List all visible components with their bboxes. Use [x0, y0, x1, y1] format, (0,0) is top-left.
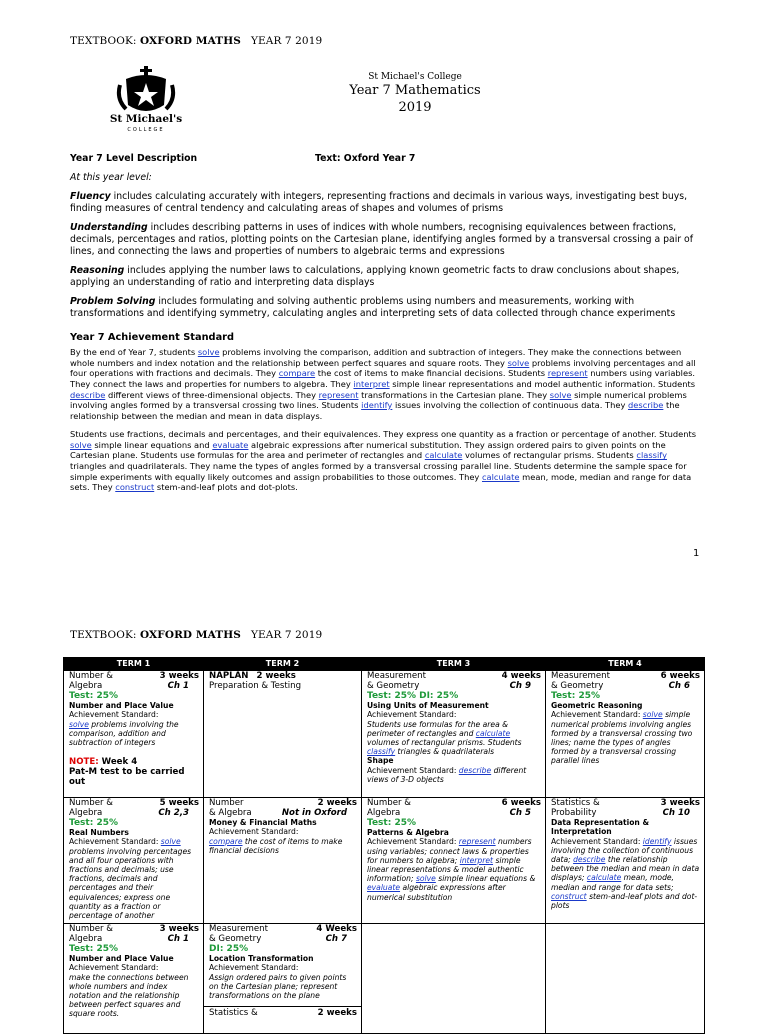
understanding-term: Understanding [70, 222, 148, 234]
term-header: TERM 2 [204, 658, 362, 671]
link-describe[interactable]: describe [628, 400, 664, 411]
header-year: YEAR 7 2019 [251, 629, 323, 641]
logo-wordmark: St Michael's [109, 113, 183, 125]
link-represent[interactable]: represent [547, 368, 588, 379]
link-construct[interactable]: construct [551, 891, 587, 901]
link-represent[interactable]: represent [318, 389, 359, 400]
college-name: St Michael's College [368, 72, 462, 82]
link-construct[interactable]: construct [115, 482, 155, 493]
link-solve[interactable]: solve [549, 389, 572, 400]
problem-solving-paragraph [70, 296, 698, 319]
subject-year: 2019 [398, 100, 432, 115]
table-row [64, 798, 705, 924]
intro-text: At this year level: [70, 171, 152, 183]
fluency-text: includes calculating accurately with integers, representing fractions and decimals in various ways, investigating best buys, finding measures of central tendency and calculating areas of shapes and volumes of prisms [70, 191, 688, 214]
topic-title: Money & Financial Maths [209, 818, 317, 828]
logo-subtext: COLLEGE [127, 127, 165, 133]
subject-title: Year 7 Mathematics [349, 83, 481, 98]
link-calculate[interactable]: calculate [424, 450, 463, 461]
table-row [64, 924, 705, 1034]
link-describe[interactable]: describe [458, 765, 492, 775]
link-compare[interactable]: compare [209, 836, 243, 846]
test-weighting: Test: 25% [551, 691, 600, 702]
link-solve[interactable]: solve [507, 357, 530, 368]
fluency-paragraph [70, 191, 698, 214]
link-calculate[interactable]: calculate [586, 873, 622, 883]
link-solve[interactable]: solve [642, 710, 663, 720]
link-classify[interactable]: classify [367, 747, 396, 757]
unit-cell [362, 924, 546, 1034]
link-solve[interactable]: solve [69, 719, 89, 729]
unit-cell: Measurement 6 weeks & Geometry Ch 6 Test: 25% Geometric Reasoning Achievement Standard: solve simple numerical problems involving angles formed by a transversal crossing two lines; name the types of angles formed by a transversal crossing parallel lines [546, 671, 705, 798]
test-weighting: Test: 25% [367, 818, 416, 829]
problem-solving-term: Problem Solving [70, 296, 156, 308]
test-weighting: Test: 25% [69, 691, 118, 702]
test-weighting: DI: 25% [209, 944, 249, 955]
level-label: Year 7 Level Description [70, 153, 198, 164]
achievement-title: Year 7 Achievement Standard [70, 331, 235, 343]
unit-cell [546, 924, 705, 1034]
test-weighting: Test: 25% DI: 25% [367, 691, 459, 702]
link-identify[interactable]: identify [642, 836, 672, 846]
achievement-paragraph-1: By the end of Year 7, students solve problems involving the comparison, addition and subtraction of integers. They make the connections between whole numbers and index notation and the relationship between perfect squares and square roots. They solve problems involving percentages and all four operations with fractions and decimals. They compare the cost of items to make financial decisions. Students represent numbers using variables. They connect the laws and properties for numbers to algebra. They interpret simple linear representations and model authentic information. Students describe different views of three-dimensional objects. They represent transformations in the Cartesian plane. They solve simple numerical problems involving angles formed by a transversal crossing two lines. Students identify issues involving the collection of continuous data. They describe the relationship between the median and mean in data displays. [70, 347, 696, 421]
unit-cell: Number & 3 weeks Algebra Ch 1 Test: 25% Number and Place Value Achievement Standard: solve problems involving the comparison, addition and subtraction of integers NOTE: Week 4 Pat-M test to be carried out [64, 671, 204, 798]
reasoning-text: includes applying the number laws to calculations, applying known geometric facts to draw conclusions about shapes, applying an understanding of ratio and interpreting data displays [70, 265, 680, 288]
link-classify[interactable]: classify [636, 450, 667, 461]
term-planner-table [63, 657, 705, 1034]
achievement-paragraph-2: Students use fractions, decimals and percentages, and their equivalences. They express one quantity as a fraction or percentage of another. Students solve simple linear equations and evaluate algebraic expressions after numerical substitution. They assign ordered pairs to given points on the Cartesian plane. Students use formulas for the area and perimeter of rectangles and calculate volumes of rectangular prisms. Students classify triangles and quadrilaterals. They name the types of angles formed by a transversal crossing parallel line. Students determine the sample space for simple experiments with equally likely outcomes and assign probabilities to those outcomes. They calculate mean, mode, median and range for data sets. They construct stem-and-leaf plots and dot-plots. [70, 429, 697, 493]
link-describe[interactable]: describe [573, 855, 606, 864]
understanding-paragraph [70, 222, 698, 257]
topic-title: Location Transformation [209, 954, 314, 964]
page-number: 1 [693, 548, 700, 559]
link-evaluate[interactable]: evaluate [212, 439, 249, 450]
header-year: YEAR 7 2019 [251, 35, 323, 47]
understanding-text: includes describing patterns in uses of indices with whole numbers, recognising equivalences between fractions, decimals, percentages and ratios, plotting points on the Cartesian plane, identifying angles formed by a transversal crossing a pair of lines, and connecting the laws and properties of numbers to algebraic terms and expressions [70, 222, 694, 257]
term-header: TERM 4 [546, 658, 705, 671]
unit-cell: Number & 3 weeks Algebra Ch 1 Test: 25% Number and Place Value Achievement Standard: make the connections between whole numbers and index notation and the relationship between perfect squares and square roots. [64, 924, 204, 1034]
link-solve[interactable]: solve [160, 837, 181, 847]
topic-title: Real Numbers [69, 828, 129, 838]
term-header: TERM 3 [362, 658, 546, 671]
topic-title: Number and Place Value [69, 954, 174, 964]
topic-title: Patterns & Algebra [367, 828, 449, 838]
note: NOTE: Week 4 Pat-M test to be carried out [69, 757, 185, 788]
page1-header [70, 35, 323, 47]
link-compare[interactable]: compare [278, 368, 316, 379]
textbook-name: OXFORD MATHS [140, 629, 241, 641]
term-header: TERM 1 [64, 658, 204, 671]
reasoning-paragraph [70, 265, 698, 288]
topic-title: Data Representation & Interpretation [551, 818, 650, 837]
topic-title: Using Units of Measurement [367, 701, 489, 711]
topic-title: Geometric Reasoning [551, 701, 643, 711]
link-solve[interactable]: solve [70, 439, 92, 450]
college-logo [108, 65, 184, 137]
level-description [70, 153, 698, 501]
link-solve[interactable]: solve [197, 347, 220, 358]
unit-cell: Number & 6 weeks Algebra Ch 5 Test: 25% Patterns & Algebra Achievement Standard: represent numbers using variables; connect laws & properties for numbers to algebra; interpret simple linear representations & model authentic information; solve simple linear equations & evaluate algebraic expressions after numerical substitution [362, 798, 546, 924]
topic-title: Shape [367, 756, 394, 766]
unit-cell: Number 2 weeks & Algebra Not in Oxford Money & Financial Maths Achievement Standard: compare the cost of items to make financial decisions [204, 798, 362, 924]
link-represent[interactable]: represent [458, 837, 496, 847]
problem-solving-text: includes formulating and solving authentic problems using numbers and measurements, working with transformations and identifying symmetry, calculating angles and interpreting sets of data collected through chance experiments [70, 296, 676, 319]
link-describe[interactable]: describe [70, 389, 106, 400]
table-row [64, 671, 705, 798]
unit-cell: Statistics & 3 weeks Probability Ch 10 Data Representation & Interpretation Achievement Standard: identify issues involving the collection of continuous data; describe the relationship between the median and mean in data displays; calculate mean, mode, median and range for data sets; construct stem-and-leaf plots and dot-plots [546, 798, 705, 924]
textbook-label: TEXTBOOK: [70, 35, 140, 47]
unit-cell: Measurement 4 weeks & Geometry Ch 9 Test: 25% DI: 25% Using Units of Measurement Achievement Standard: Students use formulas for the area & perimeter of rectangles and calculate volumes of rectangular prisms. Students classify triangles & quadrilaterals Shape Achievement Standard: describe different views of 3-D objects [362, 671, 546, 798]
table-header-row [64, 658, 705, 671]
topic-title: Number and Place Value [69, 701, 174, 711]
link-interpret[interactable]: interpret [353, 378, 390, 389]
unit-cell: NAPLAN 2 weeks Preparation & Testing [204, 671, 362, 798]
textbook-name: OXFORD MATHS [140, 35, 241, 47]
unit-cell: Number & 5 weeks Algebra Ch 2,3 Test: 25% Real Numbers Achievement Standard: solve problems involving percentages and all four operations with fractions and decimals; use fractions, decimals and percentages and their equivalences; express one quantity as a fraction or percentage of another [64, 798, 204, 924]
link-calculate[interactable]: calculate [475, 728, 511, 738]
college-heading [300, 72, 530, 115]
link-interpret[interactable]: interpret [459, 855, 494, 865]
link-identify[interactable]: identify [361, 400, 393, 411]
unit-cell: Measurement 4 Weeks & Geometry Ch 7 DI: 25% Location Transformation Achievement Standard: Assign ordered pairs to given points on the Cartesian plane; represent transformations on the plane Statistics & 2 weeks [204, 924, 362, 1034]
test-weighting: Test: 25% [69, 944, 118, 955]
link-evaluate[interactable]: evaluate [367, 883, 401, 893]
link-calculate[interactable]: calculate [481, 471, 520, 482]
fluency-term: Fluency [70, 191, 111, 203]
link-solve[interactable]: solve [415, 874, 436, 884]
test-weighting: Test: 25% [69, 818, 118, 829]
reasoning-term: Reasoning [70, 265, 125, 277]
page2-header [70, 629, 323, 641]
textbook-label: TEXTBOOK: [70, 629, 140, 641]
level-text: Text: Oxford Year 7 [315, 153, 416, 164]
level-heading [70, 153, 698, 165]
